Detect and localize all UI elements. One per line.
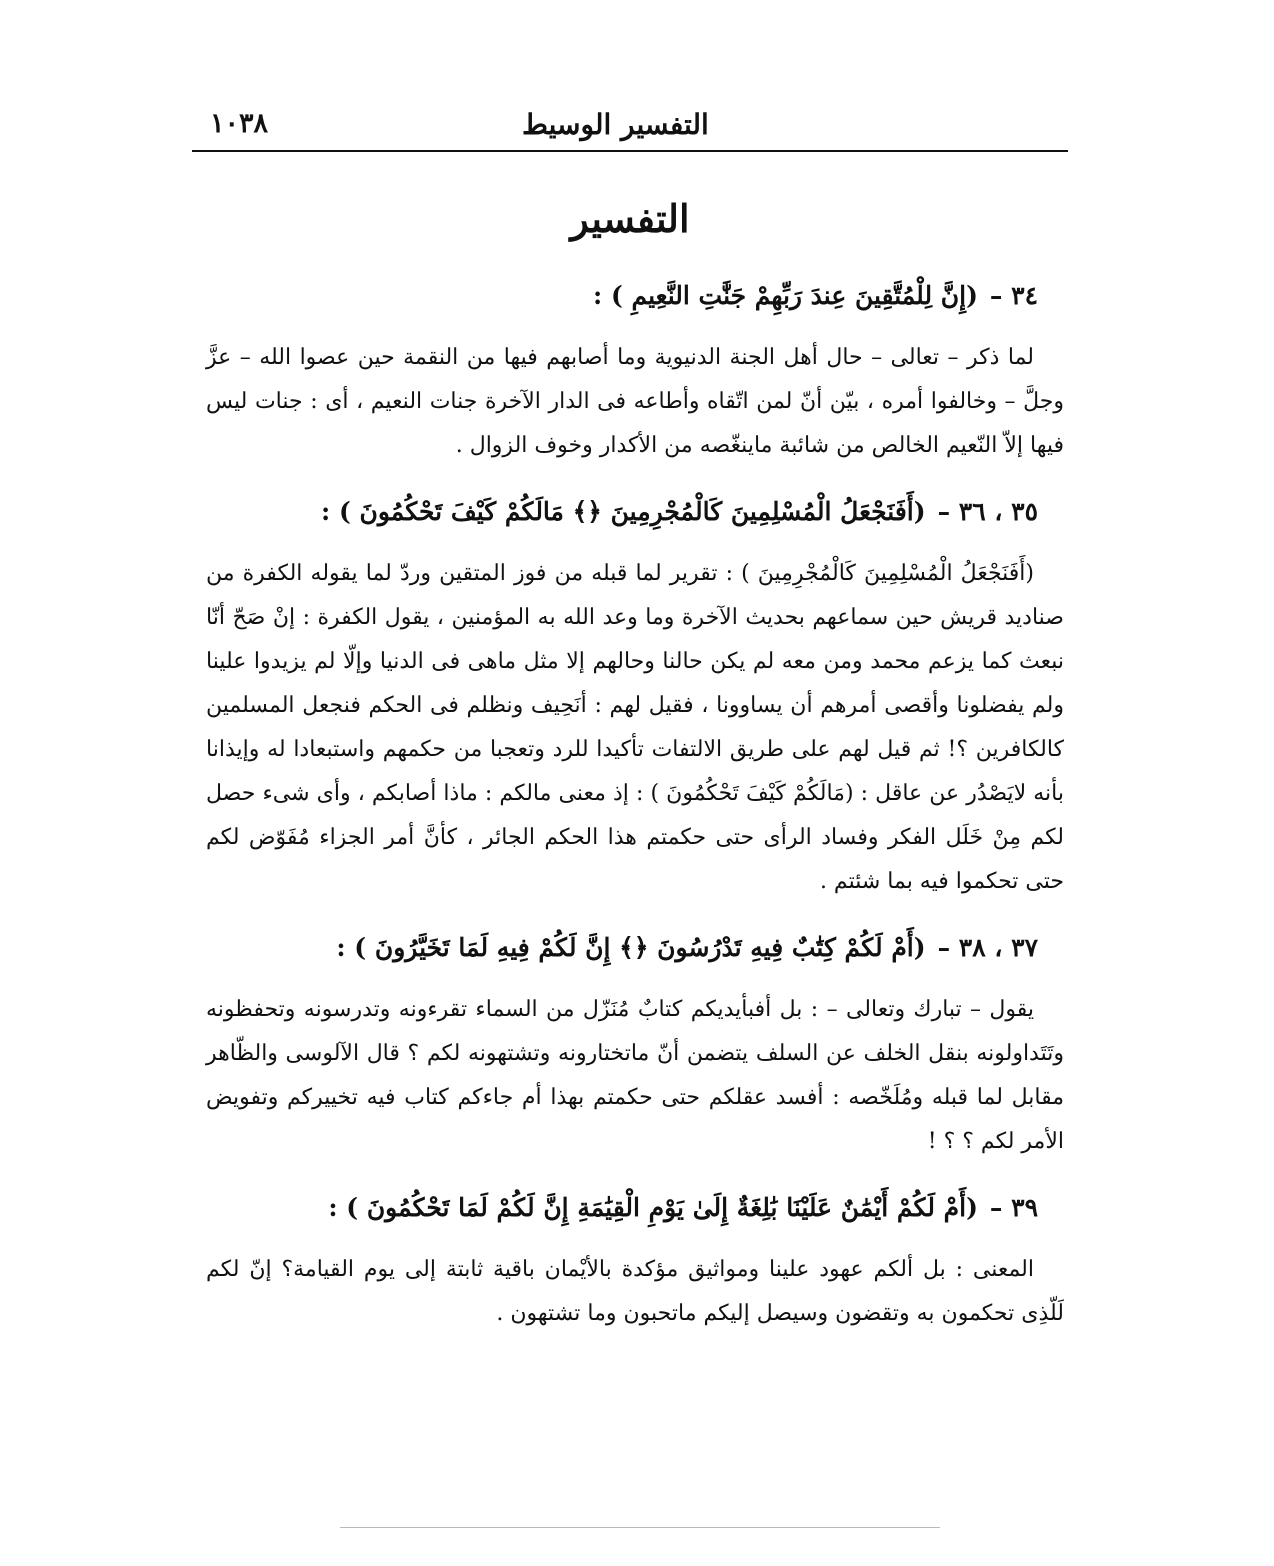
- commentary-paragraph: (أَفَنَجْعَلُ الْمُسْلِمِينَ كَالْمُجْرِمِينَ ) : تقرير لما قبله من فوز المتقين وردّ لما يقوله الكفرة من صناديد قريش حين سماعهم بحديث الآخرة وما وعد الله به المؤمنين ، يقول الكفرة : إنْ صَحّ أنّا نبعث كما يزعم محمد ومن معه لم يكن حالنا وحالهم إلا مثل ماهى فى الدنيا وإلّا لم يزيدوا علينا ولم يفضلونا وأقصى أمرهم أن يساوونا ، فقيل لهم : أنَحِيف ونظلم فى الحكم فنجعل المسلمين كالكافرين ؟! ثم قيل لهم على طريق الالتفات تأكيدا للرد وتعجبا من حكمهم واستبعادا له وإيذانا بأنه لايَصْدُر عن عاقل : (مَالَكُمْ كَيْفَ تَحْكُمُونَ ) : إذ معنى مالكم : ماذا أصابكم ، وأى شىء حصل لكم مِنْ خَلَل الفكر وفساد الرأى حتى حكمتم هذا الحكم الجائر ، كأنَّ أمر الجزاء مُفَوّض لكم حتى تحكموا فيه بما شئتم .: [206, 561, 1064, 894]
- header-rule: [192, 150, 1068, 152]
- verse-heading: [206, 922, 1038, 974]
- verse-block-39: [206, 1182, 1064, 1336]
- verse-block-34: [206, 270, 1064, 468]
- verse-heading: [206, 1182, 1038, 1234]
- verse-text: (إِنَّ لِلْمُتَّقِينَ عِندَ رَبِّهِمْ جَنَّٰتِ النَّعِيمِ ) :: [593, 281, 978, 310]
- section-title: التفسير: [570, 196, 690, 241]
- verse-block-35-36: [206, 486, 1064, 904]
- verse-number: ٣٥ ، ٣٦ –: [937, 497, 1038, 526]
- verse-text: (أَمْ لَكُمْ أَيْمَٰنٌ عَلَيْنَا بَٰلِغَةٌ إِلَىٰ يَوْمِ الْقِيَٰمَةِ إِنَّ لَكُمْ لَمَا تَحْكُمُونَ ) :: [328, 1193, 978, 1222]
- page-header: [192, 108, 1068, 144]
- verse-heading: [206, 270, 1038, 322]
- commentary-body: [206, 270, 1064, 1354]
- commentary-paragraph: لما ذكر – تعالى – حال أهل الجنة الدنيوية وما أصابهم فيها من النقمة حين عصوا الله – عزَّ وجلَّ – وخالفوا أمره ، بيّن أنّ لمن اتّقاه وأطاعه فى الدار الآخرة جنات النعيم ، أى : جنات ليس فيها إلاّ النّعيم الخالص من شائبة ماينغّصه من الأكدار وخوف الزوال .: [206, 345, 1065, 458]
- verse-number: ٣٧ ، ٣٨ –: [937, 933, 1038, 962]
- footer-rule: [340, 1527, 940, 1528]
- verse-text: (أَفَنَجْعَلُ الْمُسْلِمِينَ كَالْمُجْرِمِينَ ﴿﴾ مَالَكُمْ كَيْفَ تَحْكُمُونَ ) :: [321, 497, 926, 526]
- verse-number: ٣٩ –: [989, 1193, 1038, 1222]
- page-number: ١٠٣٨: [210, 108, 269, 139]
- running-title: التفسير الوسيط: [522, 108, 709, 141]
- verse-text: (أَمْ لَكُمْ كِتَٰبٌ فِيهِ تَدْرُسُونَ ﴿﴾ إِنَّ لَكُمْ فِيهِ لَمَا تَخَيَّرُونَ ) :: [336, 933, 926, 962]
- commentary-paragraph: يقول – تبارك وتعالى – : بل أفبأيديكم كتابٌ مُنَزّل من السماء تقرءونه وتدرسونه وتحفظونه وتَتَداولونه بنقل الخلف عن السلف يتضمن أنّ ماتختارونه وتشتهونه لكم ؟ قال الآلوسى والظّاهر مقابل لما قبله ومُلَخّصه : أفسد عقلكم حتى حكمتم بهذا أم جاءكم كتاب فيه تخييركم وتفويض الأمر لكم ؟ ؟ !: [206, 997, 1064, 1154]
- verse-number: ٣٤ –: [989, 281, 1038, 310]
- commentary-paragraph: المعنى : بل ألكم عهود علينا ومواثيق مؤكدة بالأيْمان باقية ثابتة إلى يوم القيامة؟ إنّ لكم لَلّذِى تحكمون به وتقضون وسيصل إليكم ماتحبون وما تشتهون .: [206, 1257, 1064, 1326]
- verse-heading: [206, 486, 1038, 538]
- verse-block-37-38: [206, 922, 1064, 1164]
